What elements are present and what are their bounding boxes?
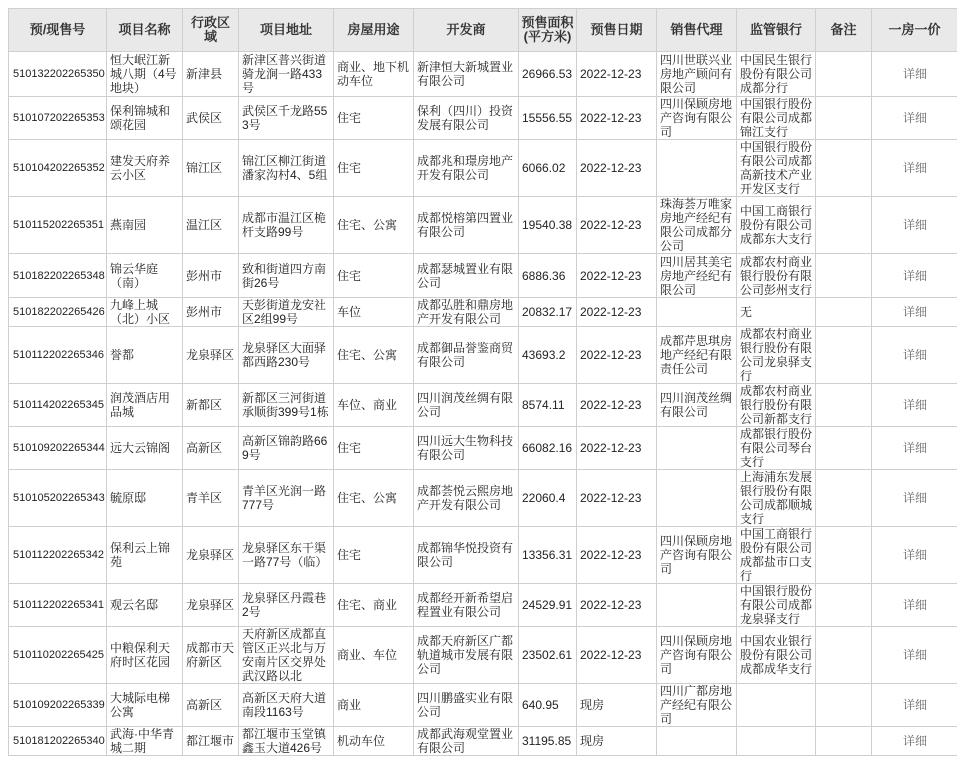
cell-remark [816, 527, 872, 584]
table-row [9, 384, 958, 427]
header-supervising-bank: 监管银行 [737, 9, 816, 52]
cell-presale-area: 23502.61 [519, 627, 577, 684]
cell-presale-date: 2022-12-23 [577, 52, 657, 97]
cell-supervising-bank: 成都农村商业银行股份有限公司新都支行 [737, 384, 816, 427]
cell-remark [816, 470, 872, 527]
cell-district: 锦江区 [183, 140, 239, 197]
detail-link[interactable]: 详细 [902, 305, 927, 319]
cell-project-name: 毓原邸 [107, 470, 183, 527]
cell-price-list [872, 52, 958, 97]
cell-supervising-bank: 中国工商银行股份有限公司成都盐市口支行 [737, 527, 816, 584]
cell-district: 龙泉驿区 [183, 527, 239, 584]
cell-project-name: 远大云锦阁 [107, 427, 183, 470]
cell-presale-date: 现房 [577, 684, 657, 727]
cell-project-name: 润茂酒店用品城 [107, 384, 183, 427]
cell-presale-area: 43693.2 [519, 327, 577, 384]
cell-sales-agent: 四川保顾房地产咨询有限公司 [657, 97, 737, 140]
cell-price-list [872, 140, 958, 197]
header-price-list: 一房一价 [872, 9, 958, 52]
cell-presale-area: 640.95 [519, 684, 577, 727]
cell-presale-no: 510132202265350 [9, 52, 107, 97]
cell-sales-agent [657, 584, 737, 627]
cell-usage: 住宅 [334, 97, 414, 140]
cell-district: 新津县 [183, 52, 239, 97]
detail-link[interactable]: 详细 [902, 491, 927, 505]
cell-address: 天府新区成都直管区正兴北与万安南片区交界处武汉路以北 [239, 627, 334, 684]
cell-supervising-bank: 成都银行股份有限公司琴台支行 [737, 427, 816, 470]
cell-usage: 住宅 [334, 254, 414, 298]
cell-usage: 住宅、商业 [334, 584, 414, 627]
cell-developer: 四川鹏盛实业有限公司 [414, 684, 519, 727]
cell-presale-area: 26966.53 [519, 52, 577, 97]
cell-project-name: 燕南园 [107, 197, 183, 254]
cell-usage: 机动车位 [334, 727, 414, 756]
cell-address: 新津区普兴街道骑龙涧一路433号 [239, 52, 334, 97]
cell-usage: 商业 [334, 684, 414, 727]
cell-sales-agent: 珠海荟万唯家房地产经纪有限公司成都分公司 [657, 197, 737, 254]
cell-address: 青羊区光润一路777号 [239, 470, 334, 527]
cell-remark [816, 584, 872, 627]
cell-usage: 住宅 [334, 527, 414, 584]
cell-sales-agent [657, 140, 737, 197]
cell-remark [816, 298, 872, 327]
cell-developer: 成都悦榕第四置业有限公司 [414, 197, 519, 254]
cell-presale-area: 6066.02 [519, 140, 577, 197]
table-row [9, 140, 958, 197]
table-row [9, 254, 958, 298]
cell-address: 天彭街道龙安社区2组99号 [239, 298, 334, 327]
cell-developer: 成都御品誉鉴商贸有限公司 [414, 327, 519, 384]
cell-district: 都江堰市 [183, 727, 239, 756]
cell-developer: 成都经开新希望启程置业有限公司 [414, 584, 519, 627]
cell-presale-no: 510112202265341 [9, 584, 107, 627]
cell-developer: 保利（四川）投资发展有限公司 [414, 97, 519, 140]
header-developer: 开发商 [414, 9, 519, 52]
detail-link[interactable]: 详细 [902, 734, 927, 748]
cell-district: 彭州市 [183, 254, 239, 298]
cell-developer: 新津恒大新城置业有限公司 [414, 52, 519, 97]
table-row [9, 97, 958, 140]
detail-link[interactable]: 详细 [902, 161, 927, 175]
cell-remark [816, 197, 872, 254]
cell-presale-area: 13356.31 [519, 527, 577, 584]
cell-remark [816, 427, 872, 470]
cell-presale-no: 510112202265342 [9, 527, 107, 584]
cell-sales-agent [657, 298, 737, 327]
cell-sales-agent: 四川居其美宅房地产经纪有限公司 [657, 254, 737, 298]
detail-link[interactable]: 详细 [902, 548, 927, 562]
table-row [9, 684, 958, 727]
cell-usage: 住宅、公寓 [334, 470, 414, 527]
cell-address: 都江堰市玉堂镇鑫玉大道426号 [239, 727, 334, 756]
cell-sales-agent: 四川润茂丝绸有限公司 [657, 384, 737, 427]
cell-address: 锦江区柳江街道潘家沟村4、5组 [239, 140, 334, 197]
cell-project-name: 锦云华庭（南） [107, 254, 183, 298]
cell-supervising-bank: 成都农村商业银行股份有限公司彭州支行 [737, 254, 816, 298]
cell-address: 龙泉驿区丹霞巷2号 [239, 584, 334, 627]
detail-link[interactable]: 详细 [902, 698, 927, 712]
cell-presale-no: 510109202265339 [9, 684, 107, 727]
cell-price-list [872, 727, 958, 756]
cell-presale-date: 2022-12-23 [577, 427, 657, 470]
header-sales-agent: 销售代理 [657, 9, 737, 52]
cell-sales-agent: 成都芹思琪房地产经纪有限责任公司 [657, 327, 737, 384]
cell-address: 高新区锦韵路669号 [239, 427, 334, 470]
cell-project-name: 中粮保利天府时区花园 [107, 627, 183, 684]
cell-presale-date: 2022-12-23 [577, 197, 657, 254]
cell-remark [816, 327, 872, 384]
cell-district: 成都市天府新区 [183, 627, 239, 684]
header-project-name: 项目名称 [107, 9, 183, 52]
cell-supervising-bank: 中国银行股份有限公司成都龙泉驿支行 [737, 584, 816, 627]
cell-presale-no: 510114202265345 [9, 384, 107, 427]
cell-remark [816, 727, 872, 756]
cell-district: 温江区 [183, 197, 239, 254]
cell-address: 成都市温江区桅杆支路99号 [239, 197, 334, 254]
cell-usage: 住宅、公寓 [334, 197, 414, 254]
cell-presale-date: 2022-12-23 [577, 97, 657, 140]
table-row [9, 298, 958, 327]
cell-developer: 成都锦华悦投资有限公司 [414, 527, 519, 584]
cell-supervising-bank: 上海浦东发展银行股份有限公司成都顺城支行 [737, 470, 816, 527]
detail-link[interactable]: 详细 [902, 648, 927, 662]
cell-price-list [872, 527, 958, 584]
cell-usage: 住宅 [334, 140, 414, 197]
cell-remark [816, 254, 872, 298]
cell-presale-no: 510104202265352 [9, 140, 107, 197]
cell-developer: 成都瑟城置业有限公司 [414, 254, 519, 298]
cell-price-list [872, 684, 958, 727]
cell-presale-no: 510112202265346 [9, 327, 107, 384]
header-presale-no: 预/现售号 [9, 9, 107, 52]
detail-link[interactable]: 详细 [902, 111, 927, 125]
detail-link[interactable]: 详细 [902, 268, 927, 283]
cell-remark [816, 97, 872, 140]
cell-presale-date: 2022-12-23 [577, 254, 657, 298]
cell-address: 龙泉驿区大面驿都西路230号 [239, 327, 334, 384]
cell-usage: 商业、车位 [334, 627, 414, 684]
table-row [9, 527, 958, 584]
cell-address: 新都区三河街道承顺街399号1栋 [239, 384, 334, 427]
cell-price-list [872, 384, 958, 427]
table-row [9, 727, 958, 756]
cell-district: 新都区 [183, 384, 239, 427]
cell-presale-area: 15556.55 [519, 97, 577, 140]
cell-address: 高新区天府大道南段1163号 [239, 684, 334, 727]
cell-price-list [872, 97, 958, 140]
table-row [9, 327, 958, 384]
cell-presale-no: 510181202265340 [9, 727, 107, 756]
cell-usage: 住宅 [334, 427, 414, 470]
cell-remark [816, 684, 872, 727]
cell-developer: 四川润茂丝绸有限公司 [414, 384, 519, 427]
detail-link[interactable]: 详细 [902, 598, 927, 612]
header-address: 项目地址 [239, 9, 334, 52]
header-remark: 备注 [816, 9, 872, 52]
cell-remark [816, 52, 872, 97]
cell-supervising-bank: 中国民生银行股份有限公司成都分行 [737, 52, 816, 97]
cell-district: 龙泉驿区 [183, 584, 239, 627]
cell-price-list [872, 327, 958, 384]
detail-link[interactable]: 详细 [902, 218, 927, 232]
table-row [9, 627, 958, 684]
cell-project-name: 保利云上锦苑 [107, 527, 183, 584]
cell-project-name: 观云名邸 [107, 584, 183, 627]
cell-presale-no: 510110202265425 [9, 627, 107, 684]
cell-presale-no: 510182202265426 [9, 298, 107, 327]
cell-sales-agent [657, 427, 737, 470]
cell-usage: 住宅、公寓 [334, 327, 414, 384]
table-row [9, 52, 958, 97]
header-district: 行政区域 [183, 9, 239, 52]
cell-presale-date: 2022-12-23 [577, 327, 657, 384]
presale-listing [8, 8, 957, 762]
cell-presale-date: 2022-12-23 [577, 140, 657, 197]
cell-price-list [872, 298, 958, 327]
cell-presale-no: 510109202265344 [9, 427, 107, 470]
cell-address: 武侯区千龙路553号 [239, 97, 334, 140]
cell-usage: 商业、地下机动车位 [334, 52, 414, 97]
cell-sales-agent: 四川保顾房地产咨询有限公司 [657, 527, 737, 584]
cell-presale-area: 22060.4 [519, 470, 577, 527]
cell-project-name: 建发天府养云小区 [107, 140, 183, 197]
cell-presale-date: 2022-12-23 [577, 627, 657, 684]
cell-project-name: 誉都 [107, 327, 183, 384]
detail-link[interactable]: 详细 [902, 398, 927, 412]
cell-developer: 成都天府新区广都轨道城市发展有限公司 [414, 627, 519, 684]
cell-district: 高新区 [183, 684, 239, 727]
table-row [9, 470, 958, 527]
table-header-row [9, 9, 958, 52]
cell-developer: 成都荟悦云熙房地产开发有限公司 [414, 470, 519, 527]
cell-address: 龙泉驿区东干渠一路77号（临） [239, 527, 334, 584]
cell-presale-no: 510115202265351 [9, 197, 107, 254]
cell-address: 致和街道四方南街26号 [239, 254, 334, 298]
cell-project-name: 武海·中华青城二期 [107, 727, 183, 756]
cell-price-list [872, 584, 958, 627]
cell-presale-area: 20832.17 [519, 298, 577, 327]
cell-presale-date: 2022-12-23 [577, 470, 657, 527]
cell-presale-area: 19540.38 [519, 197, 577, 254]
cell-presale-date: 2022-12-23 [577, 527, 657, 584]
header-presale-area: 预售面积(平方米) [519, 9, 577, 52]
cell-price-list [872, 254, 958, 298]
cell-district: 龙泉驿区 [183, 327, 239, 384]
header-usage: 房屋用途 [334, 9, 414, 52]
detail-link[interactable]: 详细 [902, 348, 927, 362]
cell-district: 高新区 [183, 427, 239, 470]
cell-developer: 成都兆和璟房地产开发有限公司 [414, 140, 519, 197]
cell-district: 武侯区 [183, 97, 239, 140]
cell-supervising-bank [737, 727, 816, 756]
cell-presale-date: 2022-12-23 [577, 298, 657, 327]
cell-price-list [872, 427, 958, 470]
cell-supervising-bank: 中国银行股份有限公司成都锦江支行 [737, 97, 816, 140]
header-presale-date: 预售日期 [577, 9, 657, 52]
cell-sales-agent: 四川广都房地产经纪有限公司 [657, 684, 737, 727]
cell-presale-no: 510182202265348 [9, 254, 107, 298]
cell-presale-area: 24529.91 [519, 584, 577, 627]
cell-supervising-bank: 中国工商银行股份有限公司成都东大支行 [737, 197, 816, 254]
cell-remark [816, 627, 872, 684]
cell-presale-area: 6886.36 [519, 254, 577, 298]
cell-sales-agent [657, 727, 737, 756]
cell-presale-no: 510105202265343 [9, 470, 107, 527]
cell-supervising-bank [737, 684, 816, 727]
cell-supervising-bank: 中国农业银行股份有限公司成都成华支行 [737, 627, 816, 684]
table-row [9, 427, 958, 470]
cell-remark [816, 140, 872, 197]
cell-developer: 成都武海观堂置业有限公司 [414, 727, 519, 756]
cell-developer: 四川远大生物科技有限公司 [414, 427, 519, 470]
cell-sales-agent: 四川世联兴业房地产顾问有限公司 [657, 52, 737, 97]
cell-supervising-bank: 中国银行股份有限公司成都高新技术产业开发区支行 [737, 140, 816, 197]
cell-district: 彭州市 [183, 298, 239, 327]
presale-table [8, 8, 957, 756]
cell-district: 青羊区 [183, 470, 239, 527]
cell-price-list [872, 197, 958, 254]
cell-price-list [872, 470, 958, 527]
cell-remark [816, 384, 872, 427]
detail-link[interactable]: 详细 [902, 441, 927, 455]
cell-usage: 车位 [334, 298, 414, 327]
cell-presale-date: 2022-12-23 [577, 584, 657, 627]
cell-project-name: 大城际电梯公寓 [107, 684, 183, 727]
cell-sales-agent [657, 470, 737, 527]
cell-usage: 车位、商业 [334, 384, 414, 427]
cell-presale-date: 2022-12-23 [577, 384, 657, 427]
cell-presale-area: 66082.16 [519, 427, 577, 470]
cell-project-name: 九峰上城（北）小区 [107, 298, 183, 327]
cell-presale-no: 510107202265353 [9, 97, 107, 140]
cell-project-name: 恒大岷江新城八期（4号地块） [107, 52, 183, 97]
cell-presale-area: 8574.11 [519, 384, 577, 427]
cell-supervising-bank: 成都农村商业银行股份有限公司龙泉驿支行 [737, 327, 816, 384]
table-row [9, 584, 958, 627]
cell-presale-area: 31195.85 [519, 727, 577, 756]
cell-sales-agent: 四川保顾房地产咨询有限公司 [657, 627, 737, 684]
detail-link[interactable]: 详细 [902, 67, 927, 81]
cell-presale-date: 现房 [577, 727, 657, 756]
cell-price-list [872, 627, 958, 684]
cell-supervising-bank: 无 [737, 298, 816, 327]
table-row [9, 197, 958, 254]
table-body [9, 52, 958, 756]
cell-developer: 成都弘胜和鼎房地产开发有限公司 [414, 298, 519, 327]
cell-project-name: 保利锦城和颂花园 [107, 97, 183, 140]
